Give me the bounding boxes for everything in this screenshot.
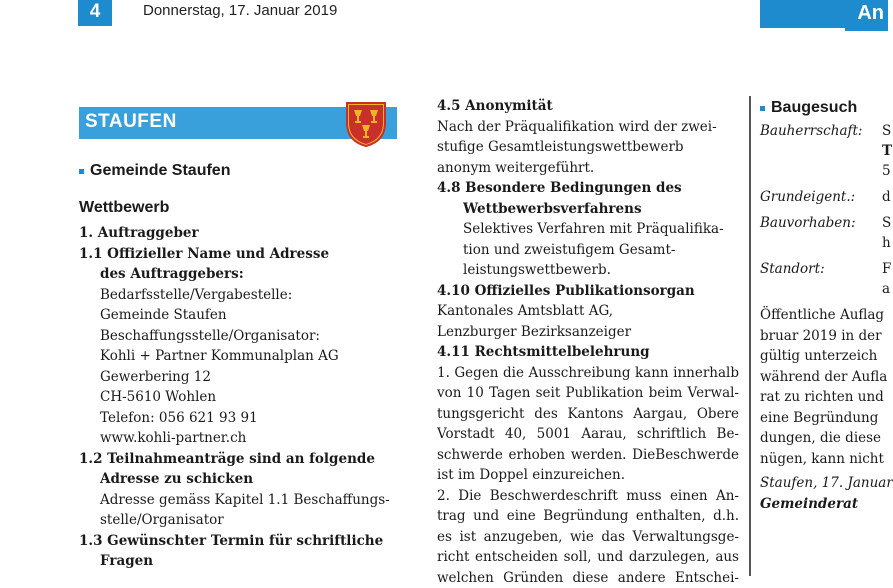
col1-line: Beschaffungsstelle/Organisator: (79, 326, 399, 347)
col2-line: Kantonales Amtsblatt AG, (437, 301, 739, 322)
field-label: Bauherrschaft: (760, 121, 862, 141)
field-value: S (882, 213, 891, 233)
column-left (79, 103, 399, 572)
col2-line: trag und eine Begründung enthalten, d.h. (437, 506, 739, 527)
application-field (760, 121, 888, 181)
section-tab[interactable]: An (760, 0, 888, 28)
col2-line: Selektives Verfahren mit Präqualifika- (437, 219, 739, 240)
field-value: d (882, 187, 891, 207)
col1-line: stelle/Organisator (79, 510, 399, 531)
col2-line: richt entscheiden soll, und darzulegen, aus (437, 547, 739, 568)
col2-line: 4.8 Besondere Bedingungen des (437, 178, 739, 199)
public-notice-text (760, 305, 888, 469)
col1-line: Gemeinde Staufen (79, 305, 399, 326)
notice-type-heading: Wettbewerb (79, 199, 399, 217)
col2-line: Wettbewerbsverfahrens (437, 199, 739, 220)
signature-council: Gemeinderat (760, 494, 888, 515)
col2-line: 4.11 Rechtsmittelbelehrung (437, 342, 739, 363)
field-value: F (882, 259, 891, 279)
col2-line: Lenzburger Bezirksanzeiger (437, 322, 739, 343)
col1-line: Adresse zu schicken (79, 469, 399, 490)
col2-line: tungsgericht des Kantons Aargau, Obere (437, 404, 739, 425)
notice-line: gültig unterzeich (760, 346, 888, 367)
application-field (760, 187, 888, 207)
col2-line: leistungswettbewerb. (437, 260, 739, 281)
col2-line: von 10 Tagen seit Publikation beim Verwal- (437, 383, 739, 404)
col1-line: 1.3 Gewünschter Termin für schriftliche (79, 531, 399, 552)
column-right (760, 96, 888, 576)
municipality-banner (79, 107, 397, 139)
col2-line: welchen Gründen diese andere Entschei- (437, 568, 739, 588)
col1-line: 1. Auftraggeber (79, 223, 399, 244)
col2-line: tion und zweistufigem Gesamt- (437, 240, 739, 261)
col1-line: Telefon: 056 621 93 91 (79, 408, 399, 429)
application-field (760, 213, 888, 253)
issue-date: Donnerstag, 17. Januar 2019 (143, 2, 337, 19)
col2-line: anonym weitergeführt. (437, 158, 739, 179)
tender-text-part2 (437, 96, 739, 588)
coat-of-arms-icon (345, 101, 387, 147)
notice-line: dungen, die diese (760, 428, 888, 449)
notice-line: nügen, kann nicht (760, 449, 888, 470)
field-value: 5 (882, 161, 891, 181)
page-number: 4 (78, 0, 112, 26)
field-value: a (882, 279, 890, 299)
tender-text-part1 (79, 223, 399, 572)
notice-line: rat zu richten und (760, 387, 888, 408)
building-application-heading: Baugesuch (760, 99, 888, 117)
col2-line: Vorstadt 40, 5001 Aarau, schriftlich Be- (437, 424, 739, 445)
col2-line: es ist anzugeben, wie das Verwaltungsge- (437, 527, 739, 548)
col1-line: Adresse gemäss Kapitel 1.1 Beschaffungs- (79, 490, 399, 511)
municipality-heading: Gemeinde Staufen (79, 162, 399, 180)
col2-line: Nach der Präqualifikation wird der zwei- (437, 117, 739, 138)
application-fields (760, 121, 888, 299)
col1-line: Fragen (79, 551, 399, 572)
notice-line: eine Begründung (760, 408, 888, 429)
col1-line: 1.1 Offizieller Name und Adresse (79, 244, 399, 265)
field-value: h (882, 233, 891, 253)
field-label: Grundeigent.: (760, 187, 855, 207)
col1-line: www.kohli-partner.ch (79, 428, 399, 449)
field-value: S (882, 121, 891, 141)
col1-line: Kohli + Partner Kommunalplan AG (79, 346, 399, 367)
notice-line: bruar 2019 in der (760, 326, 888, 347)
col1-line: 1.2 Teilnahmeanträge sind an folgende (79, 449, 399, 470)
field-label: Standort: (760, 259, 825, 279)
field-label: Bauvorhaben: (760, 213, 856, 233)
field-value: T (882, 141, 892, 161)
col1-line: Gewerbering 12 (79, 367, 399, 388)
col2-line: schwerde erhoben werden. DieBeschwerde (437, 445, 739, 466)
col1-line: Bedarfsstelle/Vergabestelle: (79, 285, 399, 306)
application-field (760, 259, 888, 299)
notice-line: Öffentliche Auflag (760, 305, 888, 326)
col1-line: CH-5610 Wohlen (79, 387, 399, 408)
notice-line: während der Aufla (760, 367, 888, 388)
col2-line: 4.10 Offizielles Publikationsorgan (437, 281, 739, 302)
col2-line: stufige Gesamtleistungswettbewerb (437, 137, 739, 158)
col2-line: ist im Doppel einzureichen. (437, 465, 739, 486)
col2-line: 1. Gegen die Ausschreibung kann innerhalb (437, 363, 739, 384)
banner-title: STAUFEN (85, 111, 177, 133)
col2-line: 2. Die Beschwerdeschrift muss einen An- (437, 486, 739, 507)
signature-place-date: Staufen, 17. Januar (760, 473, 888, 494)
col2-line: 4.5 Anonymität (437, 96, 739, 117)
col1-line: des Auftraggebers: (79, 264, 399, 285)
column-divider (749, 96, 751, 576)
